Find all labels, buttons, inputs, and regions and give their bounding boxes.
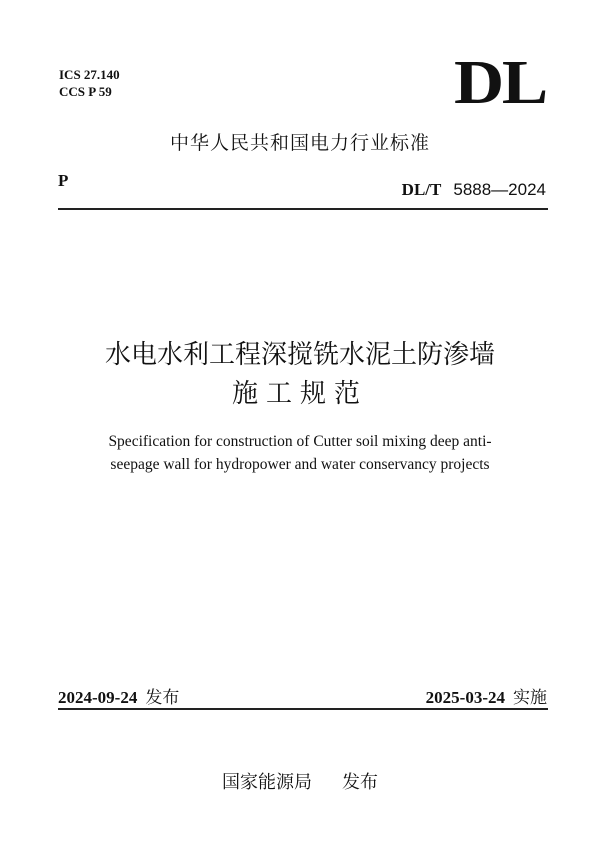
title-en-line1: Specification for construction of Cutter soil mixing deep anti- <box>108 433 492 450</box>
implement-date <box>426 683 547 708</box>
publish-label: 发布 <box>145 688 180 708</box>
category-letter: P <box>58 171 69 190</box>
issuer <box>0 768 600 794</box>
industry-standard-title: 中华人民共和国电力行业标准 <box>169 132 430 154</box>
implement-date-value: 2025-03-24 <box>425 688 505 707</box>
classification-codes <box>59 66 120 100</box>
ccs-code: CCS P 59 <box>59 84 112 99</box>
standard-code: DL/T <box>401 180 442 199</box>
title-zh-line1: 水电水利工程深搅铣水泥土防渗墙 <box>104 340 495 369</box>
issuer-label: 发布 <box>342 772 378 793</box>
publish-date-value: 2024-09-24 <box>58 688 138 707</box>
bottom-divider <box>58 708 548 710</box>
publish-date <box>58 683 179 708</box>
standard-number-value: 5888—2024 <box>453 180 546 199</box>
implement-label: 实施 <box>513 688 547 708</box>
title-en <box>0 430 600 476</box>
top-divider <box>58 208 548 210</box>
title-en-line2: seepage wall for hydropower and water conservancy projects <box>110 456 490 473</box>
ics-code: ICS 27.140 <box>59 67 120 82</box>
standard-number <box>402 180 546 200</box>
dl-logo: DL <box>454 49 546 117</box>
issuer-name: 国家能源局 <box>222 772 312 793</box>
title-zh-line2: 施工规范 <box>231 379 368 408</box>
